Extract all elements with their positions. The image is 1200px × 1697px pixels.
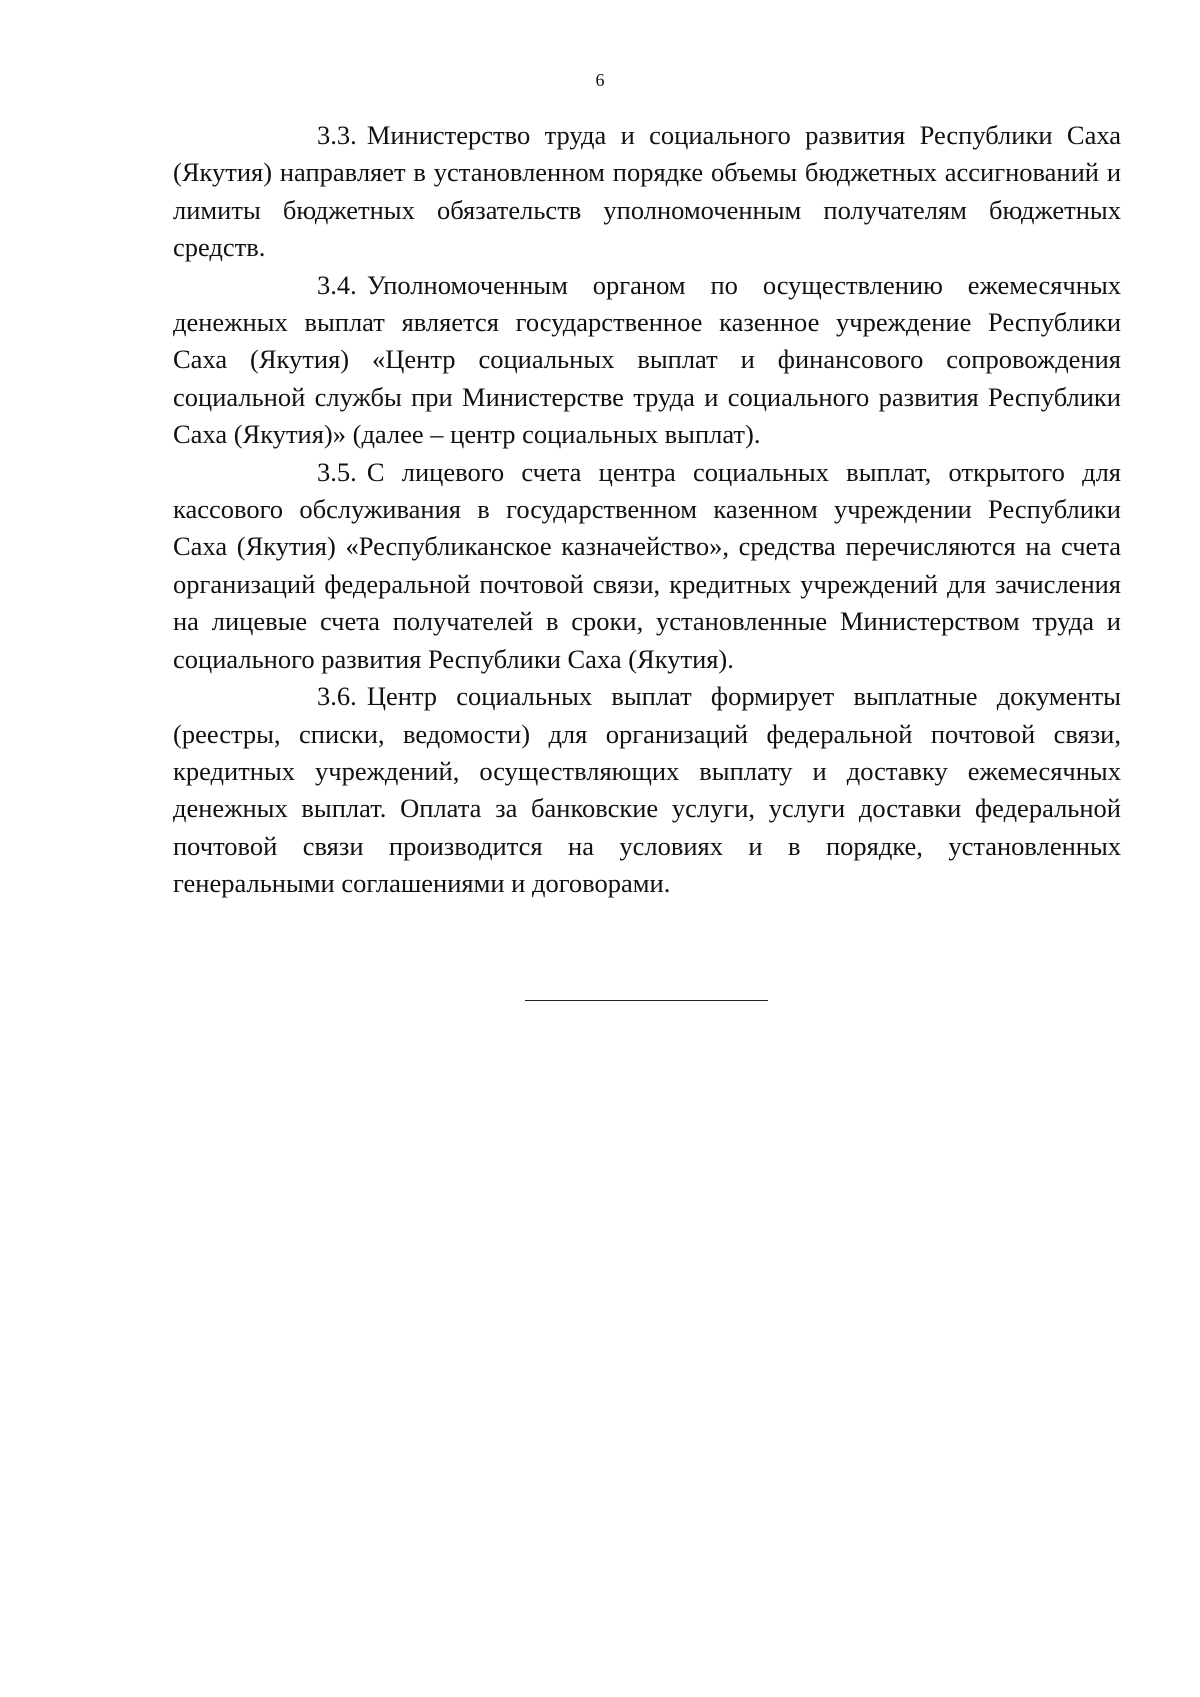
paragraph-text: С лицевого счета центра социальных выплат, открытого для кассового обслуживания в государственном казенном учреждении Республики Саха (Якутия) «Республиканское казначейство», средства перечисляются на счета организаций федеральной почтовой связи, кредитных учреждений для зачисления на лицевые счета получателей в сроки, установленные Министерством труда и социального развития Республики Саха (Якутия). <box>173 456 1121 674</box>
paragraph-text: Министерство труда и социального развития Республики Саха (Якутия) направляет в установленном порядке объемы бюджетных ассигнований и лимиты бюджетных обязательств уполномоченным получателям бюджетных средств. <box>173 120 1121 263</box>
paragraph-3-6 <box>173 678 1121 902</box>
end-of-text-rule <box>525 1000 768 1001</box>
document-body <box>173 117 1121 903</box>
paragraph-3-4 <box>173 267 1121 454</box>
paragraph-number: 3.6. <box>317 681 357 712</box>
page-number: 6 <box>595 70 605 90</box>
paragraph-number: 3.3. <box>317 120 357 150</box>
paragraph-text: Уполномоченным органом по осуществлению ежемесячных денежных выплат является государственное казенное учреждение Республики Саха (Якутия) «Центр социальных выплат и финансового сопровождения социальной службы при Министерстве труда и социального развития Республики Саха (Якутия)» (далее – центр социальных выплат). <box>173 269 1121 450</box>
paragraph-3-3 <box>173 117 1121 267</box>
paragraph-number: 3.5. <box>317 456 357 487</box>
paragraph-number: 3.4. <box>317 269 357 300</box>
paragraph-3-5 <box>173 454 1121 678</box>
paragraph-text: Центр социальных выплат формирует выплатные документы (реестры, списки, ведомости) для организаций федеральной почтовой связи, кредитных учреждений, осуществляющих выплату и доставку ежемесячных денежных выплат. Оплата за банковские услуги, услуги доставки федеральной почтовой связи производится на условиях и в порядке, установленных генеральными соглашениями и договорами. <box>173 681 1121 899</box>
